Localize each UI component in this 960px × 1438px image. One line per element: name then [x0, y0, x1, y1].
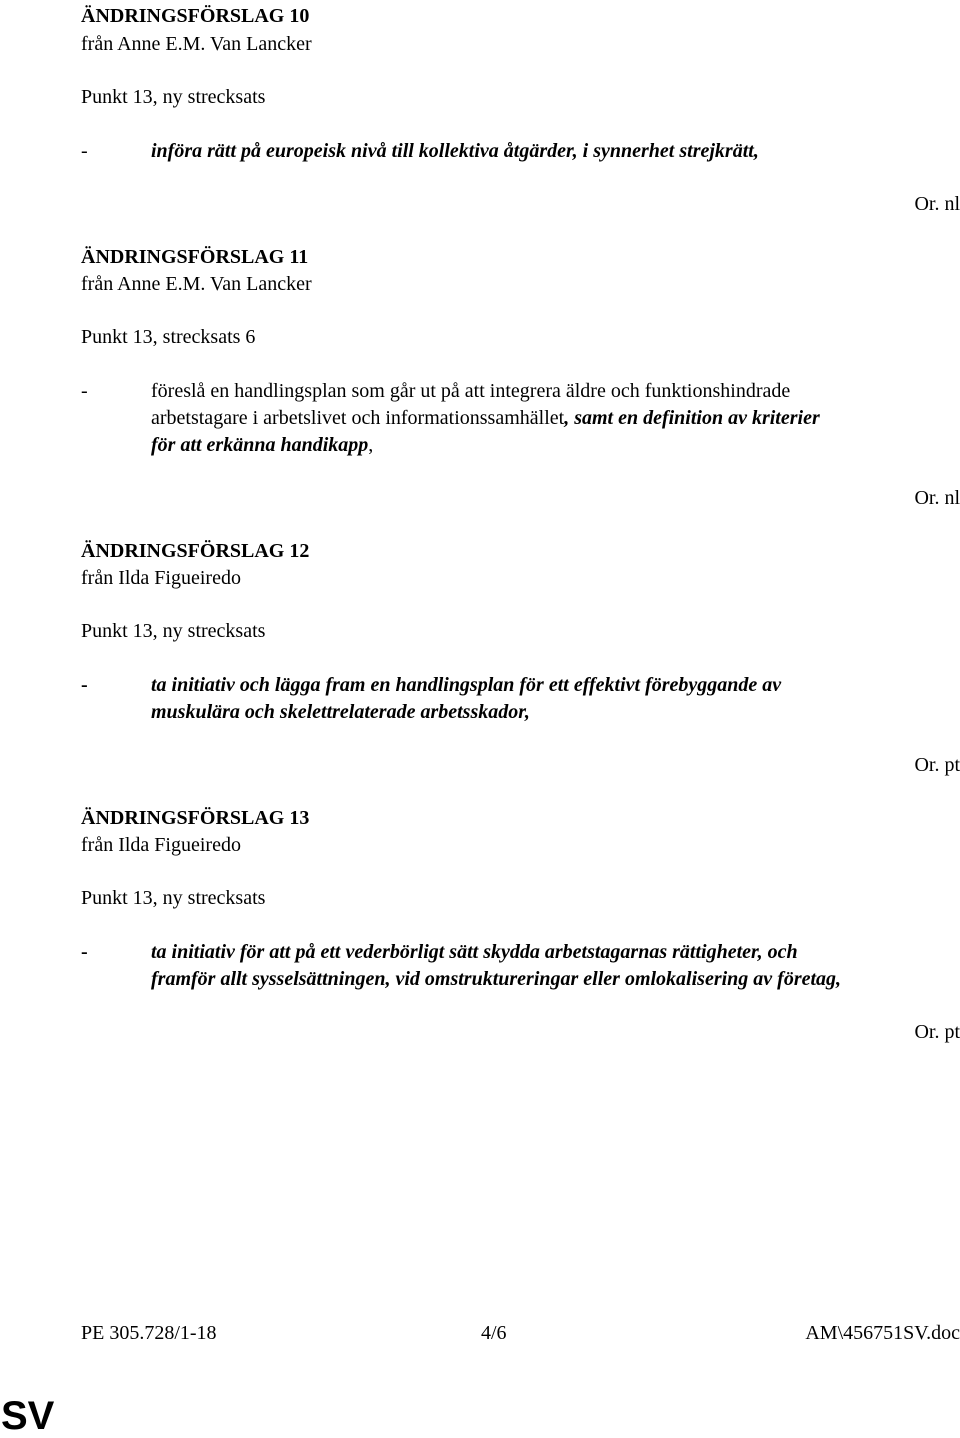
amendment-11-original-language: Or. nl [914, 487, 960, 509]
amendment-11-text-line-2-bold-italic: , samt en definition av kriterier [564, 407, 820, 429]
amendment-10-dash: - [81, 140, 88, 162]
amendment-11-heading: ÄNDRINGSFÖRSLAG 11 [81, 246, 309, 268]
amendment-10-author: från Anne E.M. Van Lancker [81, 33, 312, 55]
amendment-12-original-language: Or. pt [914, 754, 960, 776]
amendment-12-author: från Ilda Figueiredo [81, 567, 241, 589]
amendment-10-original-language: Or. nl [914, 193, 960, 215]
amendment-13-original-language: Or. pt [914, 1021, 960, 1043]
amendment-11-dash: - [81, 380, 88, 402]
amendment-12-reference: Punkt 13, ny strecksats [81, 620, 266, 642]
amendment-11-text-line-1: föreslå en handlingsplan som går ut på att integrera äldre och funktionshindrade [151, 380, 791, 402]
amendment-13-dash: - [81, 941, 88, 963]
amendment-12-text-line-2: muskulära och skelettrelaterade arbetsskador, [151, 701, 530, 723]
amendment-13-heading: ÄNDRINGSFÖRSLAG 13 [81, 807, 310, 829]
amendment-11-text-line-3-plain: , [368, 434, 374, 456]
amendment-12-dash: - [81, 674, 88, 696]
footer-page-number: 4/6 [481, 1322, 507, 1344]
amendment-11-text-line-2 [151, 404, 820, 432]
amendment-11-text-line-3 [151, 431, 373, 459]
amendment-12-heading: ÄNDRINGSFÖRSLAG 12 [81, 540, 310, 562]
amendment-11-text-line-3-bold-italic: för att erkänna handikapp [151, 434, 369, 456]
footer-reference: PE 305.728/1-18 [81, 1322, 217, 1344]
amendment-11-reference: Punkt 13, strecksats 6 [81, 326, 256, 348]
amendment-12-text-line-1: ta initiativ och lägga fram en handlingsplan för ett effektivt förebyggande av [151, 674, 782, 696]
amendment-13-reference: Punkt 13, ny strecksats [81, 887, 266, 909]
language-code: SV [1, 1394, 55, 1438]
amendment-10-heading: ÄNDRINGSFÖRSLAG 10 [81, 5, 310, 27]
amendment-11-author: från Anne E.M. Van Lancker [81, 273, 312, 295]
amendment-13-author: från Ilda Figueiredo [81, 834, 241, 856]
amendment-11-text-line-2-plain: arbetstagare i arbetslivet och informationssamhället [151, 407, 565, 429]
amendment-10-reference: Punkt 13, ny strecksats [81, 86, 266, 108]
amendment-10-text: införa rätt på europeisk nivå till kollektiva åtgärder, i synnerhet strejkrätt, [151, 140, 759, 162]
footer-file-name: AM\456751SV.doc [805, 1322, 960, 1344]
amendment-13-text-line-1: ta initiativ för att på ett vederbörligt sätt skydda arbetstagarnas rättigheter, och [151, 941, 798, 963]
amendment-13-text-line-2: framför allt sysselsättningen, vid omstruktureringar eller omlokalisering av företag, [151, 968, 842, 990]
